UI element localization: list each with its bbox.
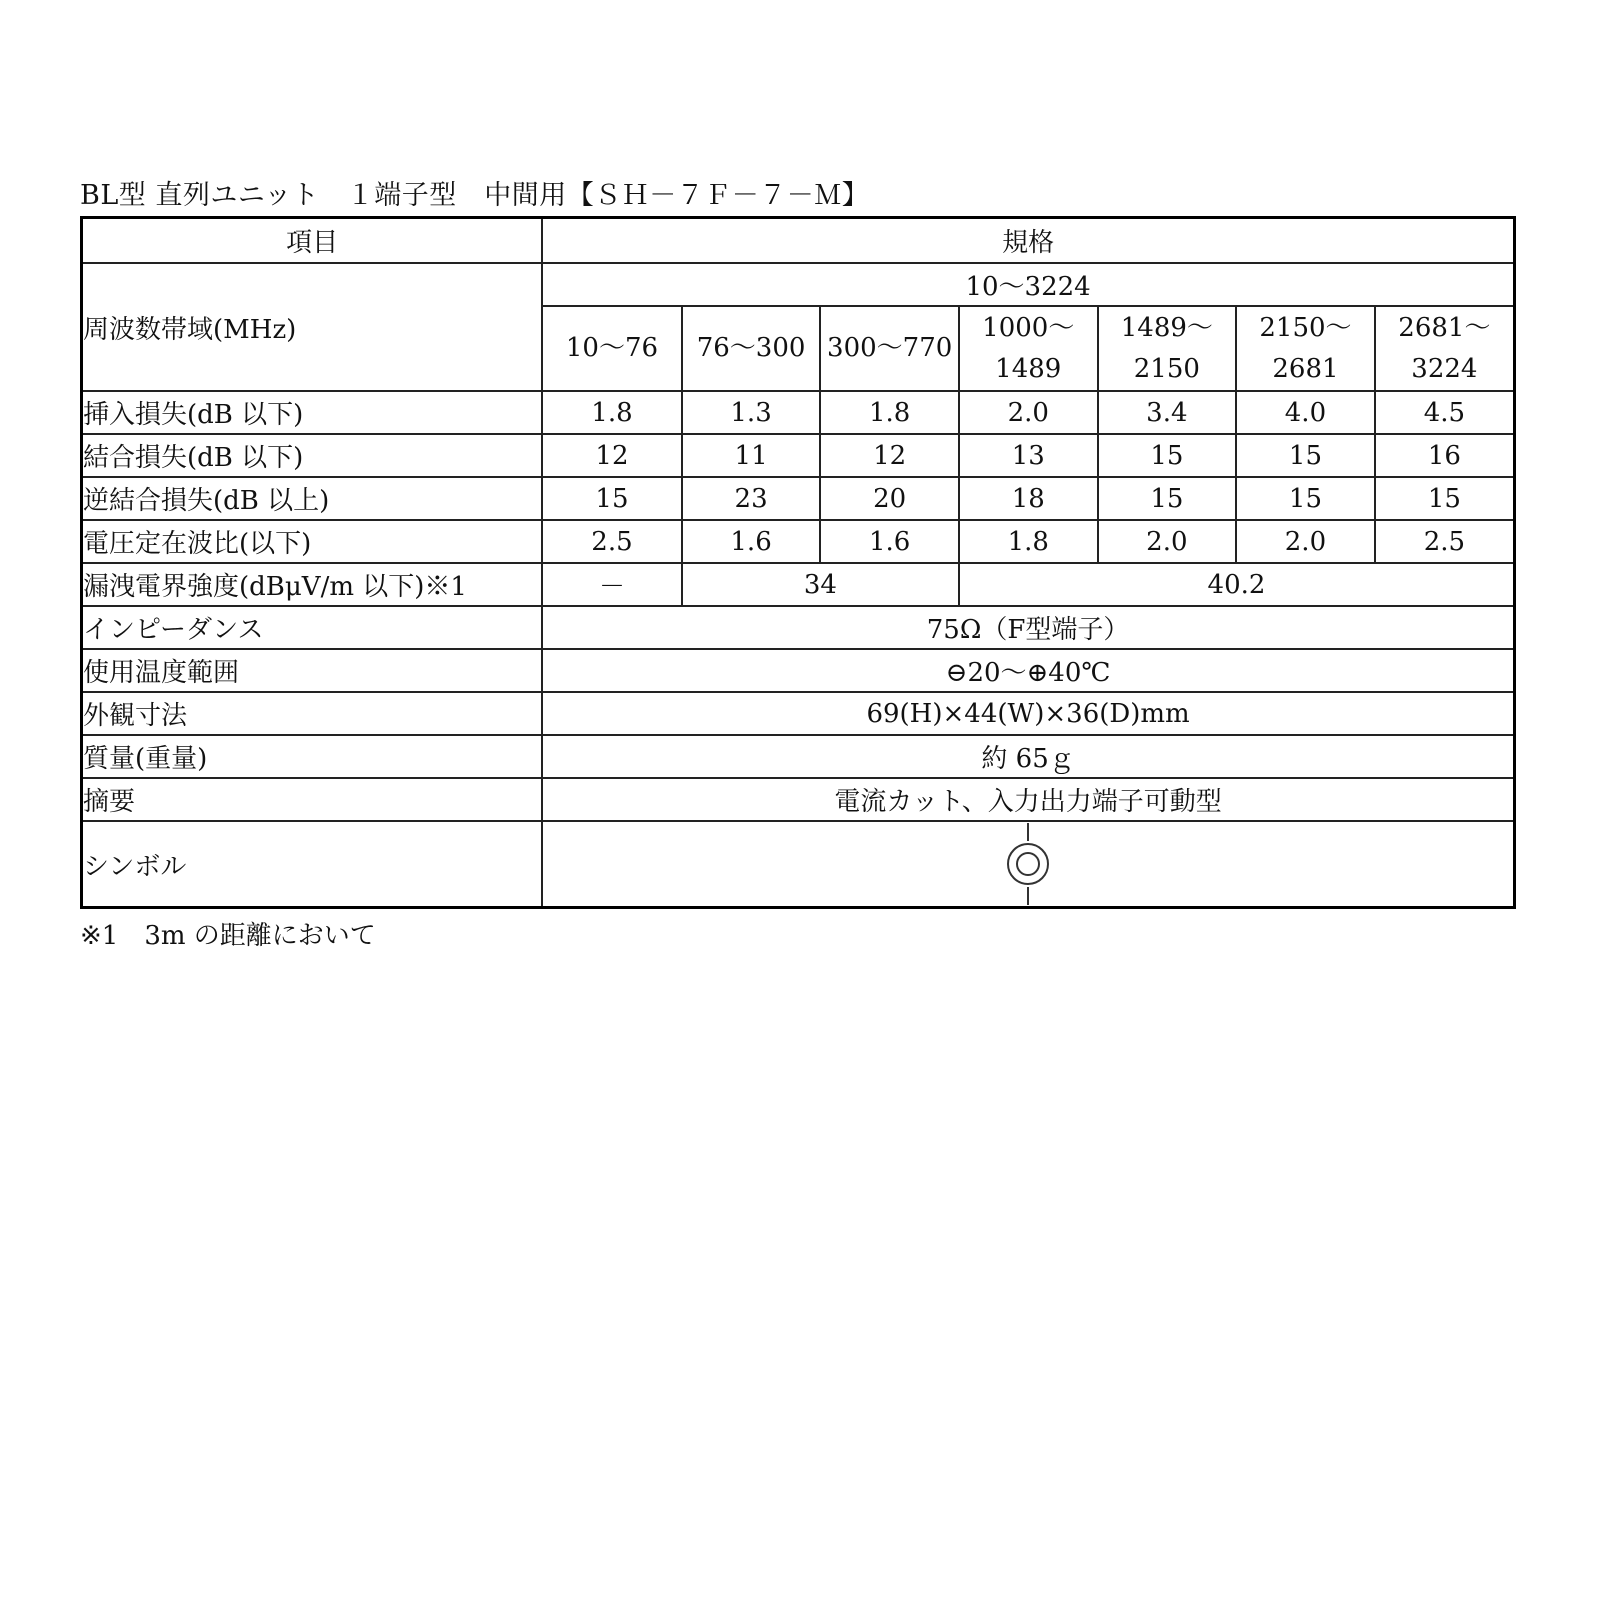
value-cell: 12	[820, 434, 959, 477]
value-cell: 15	[1098, 477, 1237, 520]
summary-row	[82, 778, 1515, 821]
row-label: 漏洩電界強度(dBμV/m 以下)※1	[82, 563, 543, 606]
vswr-row	[82, 520, 1515, 563]
subband-cell: 1489～ 2150	[1098, 306, 1237, 391]
value-cell: 2.5	[542, 520, 682, 563]
coupling-loss-row	[82, 434, 1515, 477]
temperature-row	[82, 649, 1515, 692]
frequency-band-row	[82, 263, 1515, 306]
value-cell: 1.6	[682, 520, 821, 563]
spec-table	[80, 216, 1516, 909]
spec-document	[80, 176, 1516, 952]
value-cell: 3.4	[1098, 391, 1237, 434]
footnote: ※1 3m の距離において	[80, 921, 376, 951]
value-cell: 15	[1375, 477, 1515, 520]
value-cell: 34	[682, 563, 959, 606]
insertion-loss-row	[82, 391, 1515, 434]
value-cell: 1.3	[682, 391, 821, 434]
series-unit-symbol-icon	[998, 823, 1058, 905]
value-cell: 12	[542, 434, 682, 477]
value-cell: 16	[1375, 434, 1515, 477]
value-cell: ⊖20～⊕40℃	[542, 649, 1514, 692]
subband-cell: 2150～ 2681	[1236, 306, 1375, 391]
row-label: 質量(重量)	[82, 735, 543, 778]
value-cell: 4.0	[1236, 391, 1375, 434]
value-cell: 15	[1236, 477, 1375, 520]
leakage-row	[82, 563, 1515, 606]
value-cell: 1.6	[820, 520, 959, 563]
header-row	[82, 218, 1515, 264]
value-cell: 電流カット、入力出力端子可動型	[542, 778, 1514, 821]
value-cell: 40.2	[959, 563, 1515, 606]
frequency-label: 周波数帯域(MHz)	[82, 263, 543, 391]
row-label: シンボル	[82, 821, 543, 908]
value-cell: 1.8	[959, 520, 1098, 563]
subband-cell: 300～770	[820, 306, 959, 391]
value-cell: 11	[682, 434, 821, 477]
value-cell: 1.8	[542, 391, 682, 434]
value-cell: 2.0	[1098, 520, 1237, 563]
subband-cell: 1000～ 1489	[959, 306, 1098, 391]
subband-cell: 2681～ 3224	[1375, 306, 1515, 391]
value-cell: 2.0	[1236, 520, 1375, 563]
row-label: 逆結合損失(dB 以上)	[82, 477, 543, 520]
subband-cell: 76～300	[682, 306, 821, 391]
value-cell: 15	[1236, 434, 1375, 477]
impedance-row	[82, 606, 1515, 649]
symbol-row	[82, 821, 1515, 908]
dimensions-row	[82, 692, 1515, 735]
header-item: 項目	[82, 218, 543, 264]
value-cell: 18	[959, 477, 1098, 520]
row-label: 摘要	[82, 778, 543, 821]
value-cell: 15	[1098, 434, 1237, 477]
value-cell: 2.5	[1375, 520, 1515, 563]
row-label: 挿入損失(dB 以下)	[82, 391, 543, 434]
header-spec: 規格	[542, 218, 1514, 264]
value-cell: 2.0	[959, 391, 1098, 434]
row-label: 電圧定在波比(以下)	[82, 520, 543, 563]
value-cell: 75Ω（F型端子）	[542, 606, 1514, 649]
value-cell: －	[542, 563, 682, 606]
frequency-band-total: 10～3224	[542, 263, 1514, 306]
value-cell: 20	[820, 477, 959, 520]
document-title: BL型 直列ユニット １端子型 中間用【ＳＨ－７Ｆ－７－Ｍ】	[80, 180, 870, 211]
reverse-coupling-loss-row	[82, 477, 1515, 520]
mass-row	[82, 735, 1515, 778]
value-cell: 約 65ｇ	[542, 735, 1514, 778]
value-cell: 4.5	[1375, 391, 1515, 434]
row-label: インピーダンス	[82, 606, 543, 649]
row-label: 結合損失(dB 以下)	[82, 434, 543, 477]
value-cell: 1.8	[820, 391, 959, 434]
value-cell: 23	[682, 477, 821, 520]
value-cell: 69(H)×44(W)×36(D)mm	[542, 692, 1514, 735]
symbol-cell	[542, 821, 1514, 908]
value-cell: 15	[542, 477, 682, 520]
row-label: 使用温度範囲	[82, 649, 543, 692]
value-cell: 13	[959, 434, 1098, 477]
row-label: 外観寸法	[82, 692, 543, 735]
subband-cell: 10～76	[542, 306, 682, 391]
